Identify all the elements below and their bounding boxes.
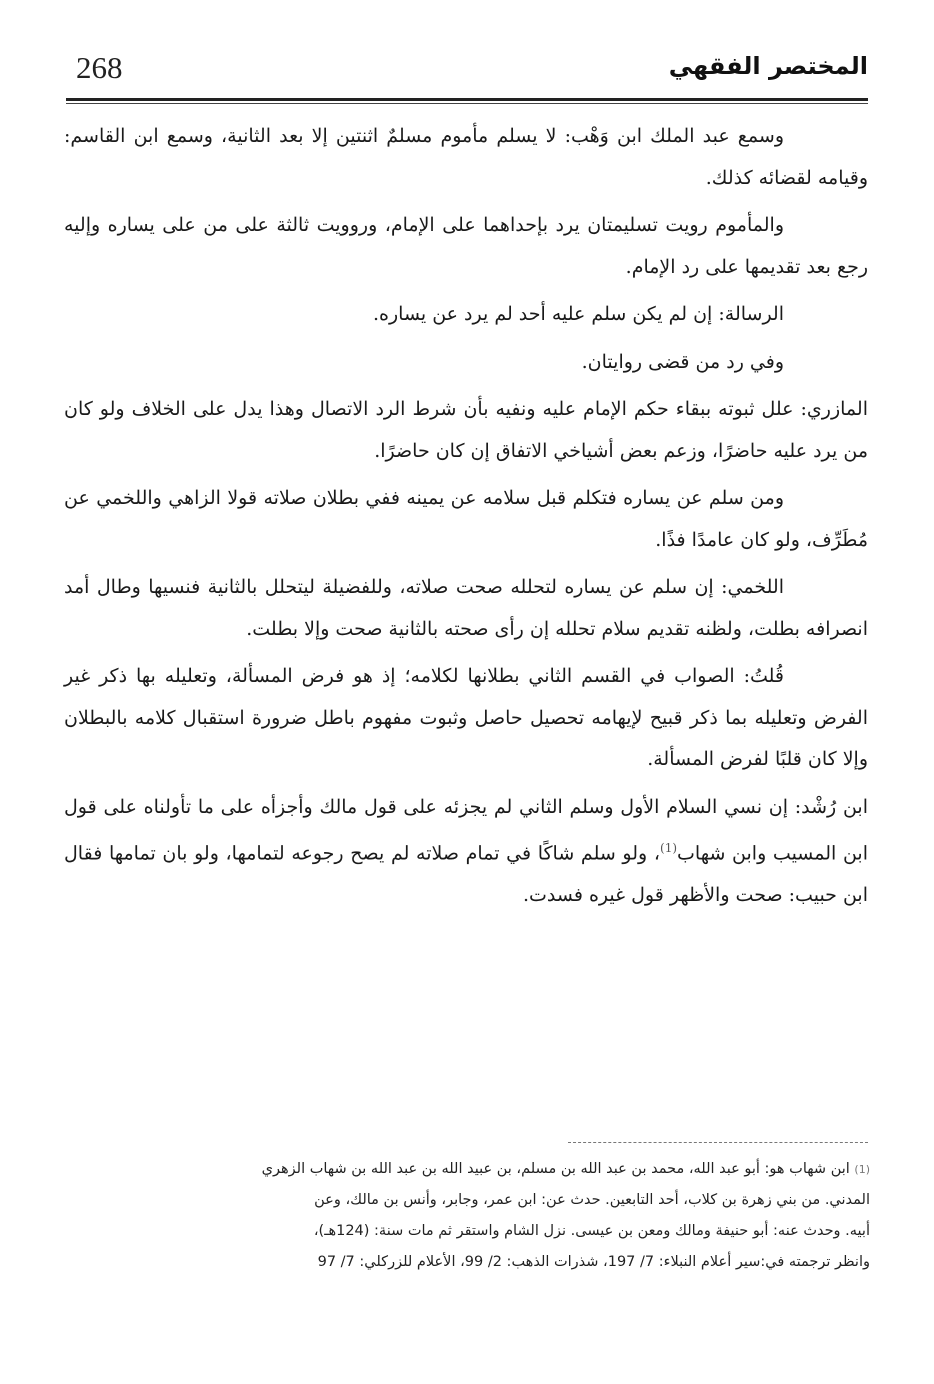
page-number: 268	[76, 50, 123, 85]
footnote-marker: (1)	[854, 1163, 870, 1176]
paragraph: والمأموم رويت تسليمتان يرد بإحداهما على الإمام، وروويت ثالثة على من على يساره وإليه رجع بعد تقديمها على رد الإمام.	[64, 214, 868, 278]
paragraph: المازري: علل ثبوته ببقاء حكم الإمام عليه ونفيه بأن شرط الرد الاتصال وهذا يدل على الخلاف ولو كان من يرد عليه حاضرًا، وزعم بعض أشياخي الاتفاق إن كان حاضرًا.	[64, 398, 868, 462]
paragraph: وفي رد من قضى روايتان.	[581, 350, 784, 373]
paragraph-text: ، ولو سلم شاكًا في تمام صلاته لم يصح رجوعه لتمامها، ولو بان تمامها فقال ابن حبيب: صحت والأظهر قول غيره فسدت.	[64, 842, 868, 906]
footnote-separator	[568, 1142, 868, 1143]
page-header	[66, 44, 868, 106]
main-text	[64, 116, 868, 922]
header-rule	[66, 98, 868, 101]
paragraph: ومن سلم عن يساره فتكلم قبل سلامه عن يمينه ففي بطلان صلاته قولا الزاهي واللخمي عن مُطَرِّف، ولو كان عامدًا فذًا.	[64, 487, 868, 551]
footnote-text: ابن شهاب هو: أبو عبد الله، محمد بن عبد الله بن مسلم، بن عبيد الله بن عبد الله بن شهاب الزهري	[261, 1161, 850, 1177]
footnote	[80, 1154, 870, 1278]
paragraph: وسمع عبد الملك ابن وَهْب: لا يسلم مأموم مسلمٌ اثنتين إلا بعد الثانية، وسمع ابن القاسم: وقيامه لقضائه كذلك.	[64, 125, 868, 189]
footnote-line: وانظر ترجمته في:سير أعلام النبلاء: 7/ 197، شذرات الذهب: 2/ 99، الأعلام للزركلي: 7/ 97	[317, 1254, 870, 1270]
header-rule-thin	[66, 103, 868, 104]
paragraph: الرسالة: إن لم يكن سلم عليه أحد لم يرد عن يساره.	[372, 303, 784, 325]
footnote-line: المدني. من بني زهرة بن كلاب، أحد التابعين. حدث عن: ابن عمر، وجابر، وأنس بن مالك، وعن	[314, 1192, 870, 1208]
paragraph: اللخمي: إن سلم عن يساره لتحلله صحت صلاته، وللفضيلة ليتحلل بالثانية فنسيها وطال أمد انصرافه بطلت، ولظنه تقديم سلام تحلله إن رأى صحته بالثانية صحت وإلا بطلت.	[64, 576, 868, 640]
footnote-line: أبيه. وحدث عنه: أبو حنيفة ومالك ومعن بن عيسى. نزل الشام واستقر ثم مات سنة: (124هـ)،	[313, 1223, 870, 1239]
book-title: المختصر الفقهي	[668, 52, 868, 80]
paragraph-text: ابن رُشْد: إن نسي السلام الأول وسلم الثاني لم يجزئه على قول مالك وأجزأه على ما تأولناه على قول ابن المسيب وابن شهاب	[64, 795, 868, 865]
footnote-line	[80, 1154, 870, 1185]
paragraph-with-note	[64, 787, 868, 917]
footnote-reference[interactable]: (1)	[660, 841, 678, 855]
paragraph: قُلتُ: الصواب في القسم الثاني بطلانها لكلامه؛ إذ هو فرض المسألة، وتعليله بها ذكر غير الفرض وتعليله بما ذكر قبيح لإيهامه تحصيل حاصل وثبوت مفهوم باطل ضرورة استقبال كلامه بالبطلان وإلا كان قلبًا لفرض المسألة.	[64, 665, 868, 770]
